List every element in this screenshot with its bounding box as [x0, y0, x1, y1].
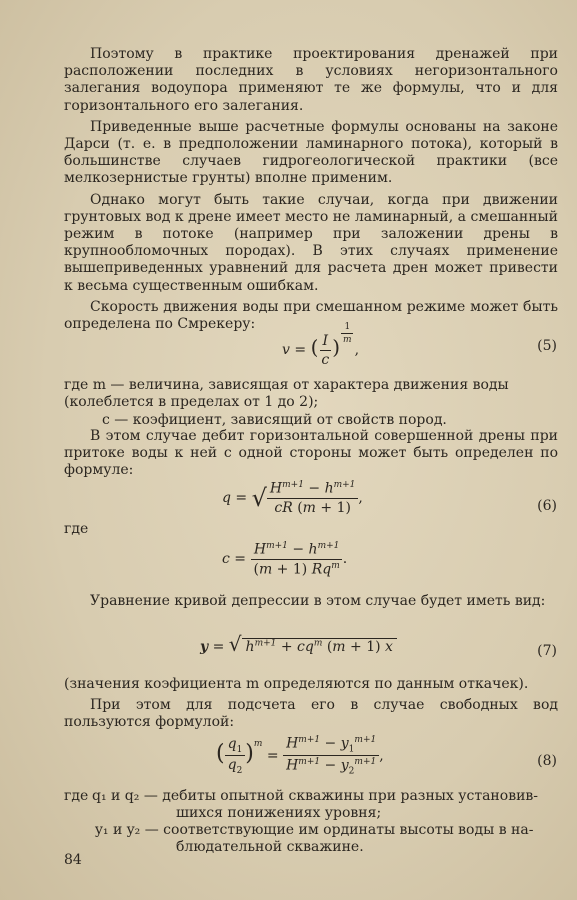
equation-number-8: (8): [537, 753, 557, 769]
paragraph-3: Однако могут быть такие случаи, когда при движении грунтовых вод к дрене имеет место не ламинарный, а смешанный режим в потоке (например при заложении дрены в крупнообломочных породах). В этих случаях применение вышеприведенных уравнений для расчета дрен может привести к весьма существенным ошибкам.: [64, 191, 558, 294]
equation-number-7: (7): [537, 643, 557, 659]
paragraph-4: Скорость движения воды при смешанном режиме может быть определена по Смрекеру:: [64, 298, 558, 333]
where-label-3: где: [64, 788, 89, 804]
formula-7: y = √ $h^{m+1} + cq^m$ (m + 1) x: [200, 632, 397, 656]
page-number: 84: [64, 852, 82, 868]
paragraph-6: Уравнение кривой депрессии в этом случае будет иметь вид:: [90, 593, 546, 609]
definition-y-1: y₁ и y₂ — соответствующие им ординаты высоты воды в на-: [95, 822, 534, 838]
equation-number-5: (5): [537, 338, 557, 354]
text-block-7: [64, 676, 558, 732]
equation-number-6: (6): [537, 498, 557, 514]
definition-q-1: q₁ и q₂ — дебиты опытной скважины при разных установив-: [92, 788, 539, 804]
definition-c: c — коэфициент, зависящий от свойств пород.: [102, 412, 447, 428]
definition-q-2: шихся понижениях уровня;: [176, 805, 382, 821]
definition-m-text: m — величина, зависящая от характера движения воды (колеблется в пределах от 1 до 2);: [64, 377, 509, 411]
definition-y-2: блюдательной скважине.: [176, 839, 364, 855]
where-label-2: где: [64, 521, 89, 537]
paragraph-1: Поэтому в практике проектирования дренажей при расположении последних в условиях негоризонтального залегания водоупора применяют те же формулы, что и для горизонтального его залегания.: [64, 46, 558, 114]
text-block-6: [64, 593, 558, 610]
formula-6: q = √ $\frac{H^{m+1} - h^{m+1}}{cR (m + 1)}$ ,: [222, 480, 363, 516]
definition-m: где m — величина, зависящая от характера движения воды (колеблется в пределах от 1 до 2);: [64, 377, 509, 411]
formula-8: ( $\frac{q_1}{q_2}$ )$^m$ = $\frac{H^{m+1} - y_1^{m+1}}{H^{m+1} - y_2^{m+1}}$ ,: [216, 735, 384, 777]
formula-5: v = ( $\frac{I}{c}$ ) $^{\frac{1}{m}}$ ,: [282, 322, 360, 368]
text-block-top: [64, 46, 558, 333]
paragraph-7: (значения коэфициента m определяются по данным откачек).: [64, 676, 529, 692]
text-block-5: [64, 428, 558, 480]
paragraph-5: В этом случае дебит горизонтальной совершенной дрены при притоке воды к ней с одной стороны может быть определен по формуле:: [64, 428, 558, 479]
paragraph-2: Приведенные выше расчетные формулы основаны на законе Дарси (т. е. в предположении ламинарного потока), который в большинстве случаев гидрогеологической практики (все мелкозернистые грунты) вполне применим.: [64, 118, 558, 187]
paragraph-8: При этом для подсчета его в случае свободных вод пользуются формулой:: [64, 697, 558, 731]
formula-c: c = $\frac{H^{m+1} - h^{m+1}}{(m + 1) Rq^m}$ .: [222, 541, 348, 578]
